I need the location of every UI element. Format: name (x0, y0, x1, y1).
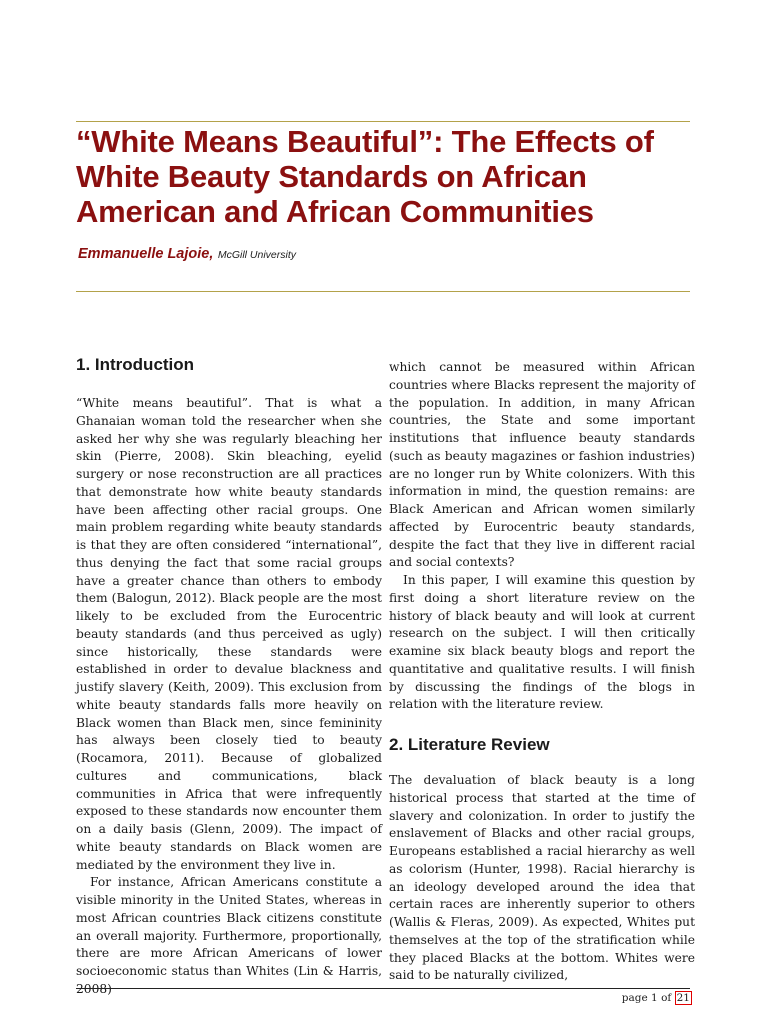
section-heading-introduction: 1. Introduction (76, 355, 195, 374)
lit-review-paragraph-1: The devaluation of black beauty is a long historical process that started at the time of slavery and colonization. In order to justify the enslavement of Blacks and other racial groups, Europeans established a racial hierarchy as well as colorism (Hunter, 1998). Racial hierarchy is an ideology developed around the idea that certain races are inherently superior to others (Wallis & Fleras, 2009). As expected, Whites put themselves at the top of the stratification while they placed Blacks at the bottom. Whites were said to be naturally civilized, (389, 773, 695, 983)
author-line (78, 245, 296, 263)
right-column (389, 359, 695, 985)
section-heading-literature-review: 2. Literature Review (389, 735, 550, 754)
paper-title: “White Means Beautiful”: The Effects of White Beauty Standards on African American and African Communities (76, 124, 654, 229)
left-column (76, 352, 382, 999)
intro-paragraph-2-continued: which cannot be measured within African countries where Blacks represent the majority of the population. In addition, in many African countries, the State and some important institutions that influence beauty standards (such as beauty magazines or fashion industries) are no longer run by White colonizers. With this information in mind, the question remains: are Black American and African women similarly affected by Eurocentric beauty standards, despite the fact that they live in different racial and social contexts? (389, 360, 695, 570)
footer-rule (76, 988, 690, 989)
page-total-link[interactable]: 21 (676, 992, 690, 1004)
author-affiliation: McGill University (217, 249, 297, 261)
author-name: Emmanuelle Lajoie, (78, 246, 214, 262)
intro-paragraph-2: For instance, African Americans constitute a visible minority in the United States, whereas in most African countries Black citizens constitute an overall majority. Furthermore, proportionally, there are more African Americans of lower socioeconomic status than Whites (Lin & Harris, 2008) (76, 875, 382, 996)
header-rule (76, 121, 690, 122)
intro-paragraph-3: In this paper, I will examine this question by first doing a short literature review on the history of black beauty and will look at current research on the subject. I will then critically examine six black beauty blogs and report the quantitative and qualitative results. I will finish by discussing the findings of the blogs in relation with the literature review. (389, 573, 695, 712)
intro-paragraph-1: “White means beautiful”. That is what a Ghanaian woman told the researcher when she asked her why she was regularly bleaching her skin (Pierre, 2008). Skin bleaching, eyelid surgery or nose reconstruction are all practices that demonstrate how white beauty standards have been affecting other racial groups. One main problem regarding white beauty standards is that they are often considered “international”, thus denying the fact that some racial groups have a greater chance than others to embody them (Balogun, 2012). Black people are the most likely to be excluded from the Eurocentric beauty standards (and thus perceived as ugly) since historically, these standards were established in order to devalue blackness and justify slavery (Keith, 2009). This exclusion from white beauty standards falls more heavily on Black women than Black men, since femininity has always been closely tied to beauty (Rocamora, 2011). Because of globalized cultures and communications, black communities in Africa that were infrequently exposed to these standards now encounter them on a daily basis (Glenn, 2009). The impact of white beauty standards on Black women are mediated by the environment they live in. (76, 396, 382, 872)
page-number-label: page 1 of (621, 992, 675, 1004)
page-footer (622, 992, 692, 1004)
title-block-rule (76, 291, 690, 292)
